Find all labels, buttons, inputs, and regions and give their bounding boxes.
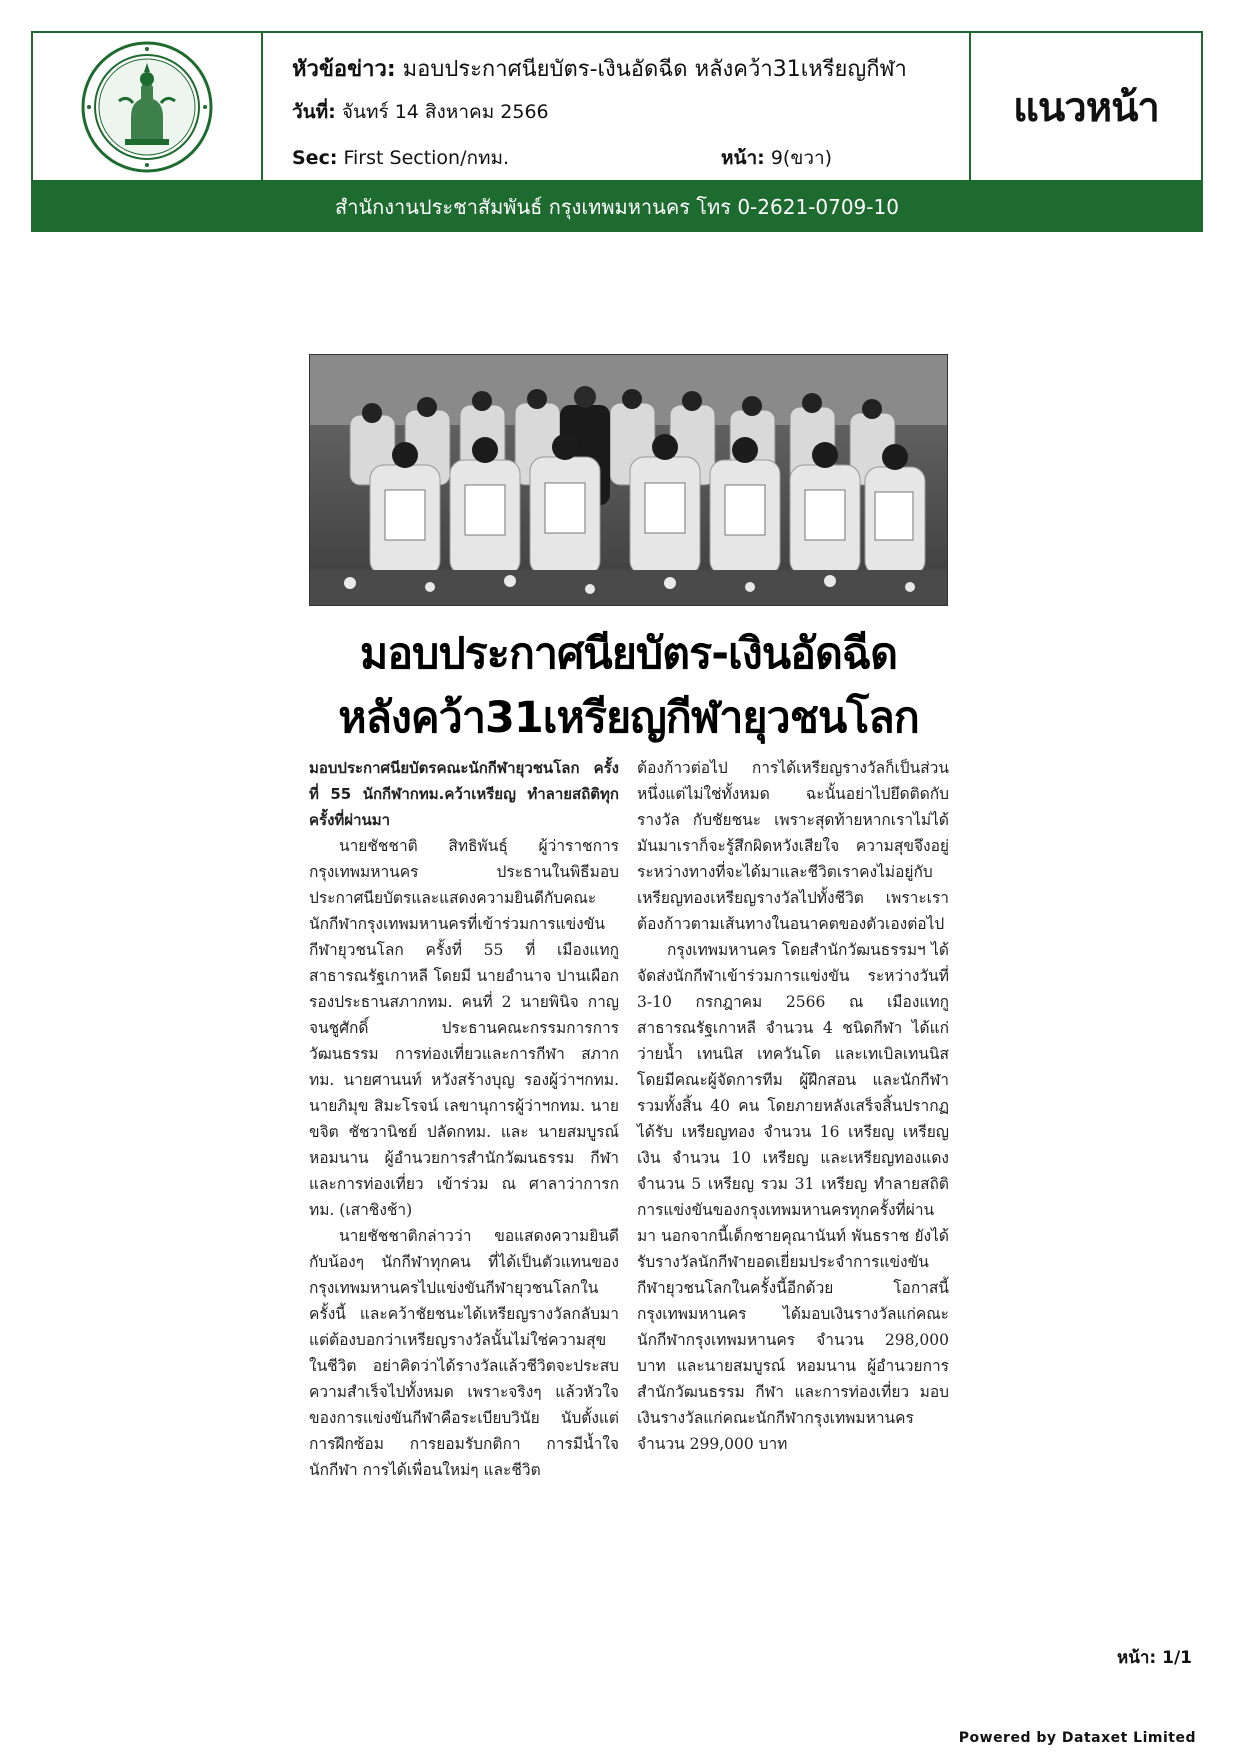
article-photo <box>309 354 948 606</box>
page-row <box>721 143 832 173</box>
article-headline <box>306 622 951 750</box>
sec-label: Sec: <box>292 147 338 169</box>
article-lead: มอบประกาศนียบัตรคณะนักกีฬายุวชนโลก ครั้งที่ 55 นักกีฬากทม.คว้าเหรียญ ทำลายสถิติทุกครั้งที่ผ่านมา <box>309 759 619 829</box>
footer-page-value: 1/1 <box>1162 1648 1192 1668</box>
article-column-right <box>637 755 949 1457</box>
powered-by: Powered by Dataxet Limited <box>958 1730 1196 1746</box>
bma-seal-logo <box>79 39 215 175</box>
article-column-left <box>309 755 619 1483</box>
group-photo-image <box>310 355 948 606</box>
info-cell <box>263 33 971 180</box>
headline-label: หัวข้อข่าว: <box>292 57 396 82</box>
article-paragraph: ต้องก้าวต่อไป การได้เหรียญรางวัลก็เป็นส่วนหนึ่งแต่ไม่ใช่ทั้งหมด ฉะนั้นอย่าไปยึดติดกับรางวัล กับชัยชนะ เพราะสุดท้ายหากเราไม่ได้มันมาเราก็จะรู้สึกผิดหวังเสียใจ ความสุขจึงอยู่ระหว่างทางที่จะได้มาและชีวิตเราคงไม่อยู่กับเหรียญทองเหรียญรางวัลไปทั้งชีวิต เพราะเราต้องก้าวตามเส้นทางในอนาคตของตัวเองต่อไป <box>637 759 949 933</box>
date-value: จันทร์ 14 สิงหาคม 2566 <box>341 101 549 123</box>
logo-cell <box>33 33 263 180</box>
position-tag: แนวหน้า <box>1013 84 1159 131</box>
date-row <box>292 97 549 127</box>
date-label: วันที่: <box>292 101 336 123</box>
position-tag-cell <box>971 33 1201 180</box>
page-value: 9(ขวา) <box>770 147 833 169</box>
contact-banner <box>31 182 1203 232</box>
article-paragraph: นายชัชชาติ สิทธิพันธุ์ ผู้ว่าราชการกรุงเทพมหานคร ประธานในพิธีมอบประกาศนียบัตรและแสดงความยินดีกับคณะนักกีฬากรุงเทพมหานครที่เข้าร่วมการแข่งขันกีฬายุวชนโลก ครั้งที่ 55 ที่ เมืองแทกู สาธารณรัฐเกาหลี โดยมี นายอำนาจ ปานเผือก รองประธานสภากทม. คนที่ 2 นายพินิจ กาญจนชูศักดิ์ ประธานคณะกรรมการการวัฒนธรรม การท่องเที่ยวและการกีฬา สภากทม. นายศานนท์ หวังสร้างบุญ รองผู้ว่าฯกทม. นายภิมุข สิมะโรจน์ เลขานุการผู้ว่าฯกทม. นายขจิต ชัชวานิชย์ ปลัดกทม. และ นายสมบูรณ์ หอมนาน ผู้อำนวยการสำนักวัฒนธรรม กีฬา และการท่องเที่ยว เข้าร่วม ณ ศาลาว่าการกทม. (เสาชิงช้า) <box>309 837 619 1219</box>
sec-value: First Section/กทม. <box>343 147 510 169</box>
article-paragraph: กรุงเทพมหานคร โดยสำนักวัฒนธรรมฯ ได้จัดส่งนักกีฬาเข้าร่วมการแข่งขัน ระหว่างวันที่ 3-10 กรกฎาคม 2566 ณ เมืองแทกู สาธารณรัฐเกาหลี จำนวน 4 ชนิดกีฬา ได้แก่ ว่ายน้ำ เทนนิส เทควันโด และเทเบิลเทนนิส โดยมีคณะผู้จัดการทีม ผู้ฝึกสอน และนักกีฬา รวมทั้งสิ้น 40 คน โดยภายหลังเสร็จสิ้นปรากฏได้รับ เหรียญทอง จำนวน 16 เหรียญ เหรียญเงิน จำนวน 10 เหรียญ และเหรียญทองแดง จำนวน 5 เหรียญ รวม 31 เหรียญ ทำลายสถิติการแข่งขันของกรุงเทพมหานครทุกครั้งที่ผ่านมา นอกจากนี้เด็กชายคุณานันท์ พันธราช ยังได้รับรางวัลนักกีฬายอดเยี่ยมประจำการแข่งขันกีฬายุวชนโลกในครั้งนี้อีกด้วย โอกาสนี้กรุงเทพมหานคร ได้มอบเงินรางวัลแก่คณะนักกีฬากรุงเทพมหานคร จำนวน 298,000 บาท และนายสมบูรณ์ หอมนาน ผู้อำนวยการสำนักวัฒนธรรม กีฬา และการท่องเที่ยว มอบเงินรางวัลแก่คณะนักกีฬากรุงเทพมหานคร จำนวน 299,000 บาท <box>637 941 949 1453</box>
headline-row <box>292 51 907 86</box>
headline-line-1: มอบประกาศนียบัตร-เงินอัดฉีด <box>359 629 898 679</box>
headline-value: มอบประกาศนียบัตร-เงินอัดฉีด หลังคว้า31เหรียญกีฬา <box>402 57 907 82</box>
headline-line-2: หลังคว้า31เหรียญกีฬายุวชนโลก <box>338 693 919 743</box>
contact-banner-text: สำนักงานประชาสัมพันธ์ กรุงเทพมหานคร โทร 0-2621-0709-10 <box>335 195 899 219</box>
footer-page-label: หน้า: <box>1117 1648 1157 1668</box>
article-paragraph: นายชัชชาติกล่าวว่า ขอแสดงความยินดีกับน้องๆ นักกีฬาทุกคน ที่ได้เป็นตัวแทนของกรุงเทพมหานครไปแข่งขันกีฬายุวชนโลกในครั้งนี้ และคว้าชัยชนะได้เหรียญรางวัลกลับมา แต่ต้องบอกว่าเหรียญรางวัลนั้นไม่ใช่ความสุขในชีวิต อย่าคิดว่าได้รางวัลแล้วชีวิตจะประสบความสำเร็จไปทั้งหมด เพราะจริงๆ แล้วหัวใจของการแข่งขันกีฬาคือระเบียบวินัย นับตั้งแต่การฝึกซ้อม การยอมรับกติกา การมีน้ำใจนักกีฬา การได้เพื่อนใหม่ๆ และชีวิต <box>309 1227 619 1479</box>
section-row <box>292 143 509 173</box>
footer-page-number <box>1117 1644 1192 1671</box>
page-label: หน้า: <box>721 147 765 169</box>
clipping-header <box>31 31 1203 182</box>
